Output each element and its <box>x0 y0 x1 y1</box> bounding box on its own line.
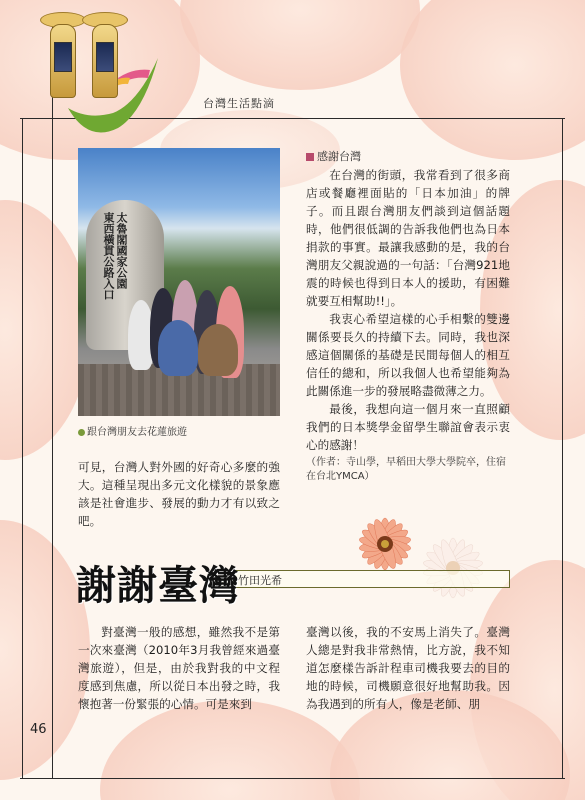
article-author-bar <box>222 570 510 588</box>
frame-line-left <box>22 118 23 778</box>
petal-decoration <box>0 200 90 460</box>
lantern-icon <box>82 12 126 102</box>
paragraph: 在台灣的街頭，我常看到了很多商店或餐廳裡面貼的「日本加油」的牌子。而且跟台灣朋友們談到這個話題時，他們很低調的告訴我他們也為日本捐款的事實。最讓我感動的是，我的台灣朋友父親說過的一句話：「台灣921地震的時候也得到日本人的援助，有困難就要互相幫助!!」。 <box>306 168 510 308</box>
paragraph: 最後，我想向這一個月來一直照顧我們的日本獎學金留學生聯誼會表示衷心的感謝！ <box>306 402 510 452</box>
square-bullet-icon <box>306 153 314 161</box>
paragraph: 對臺灣一般的感想，雖然我不是第一次來臺灣（2010年3月我曾經來過臺灣旅遊），但是，由於我對我的中文程度感到焦慮，所以從日本出發之時，我懷抱著一份緊張的心情。可是來到 <box>78 625 280 711</box>
group-of-people <box>128 260 258 380</box>
bullet-icon <box>78 429 85 436</box>
photo-caption: 跟台灣朋友去花蓮旅遊 <box>78 423 187 438</box>
lantern-icon <box>40 12 84 102</box>
paragraph: 我衷心希望這樣的心手相繫的雙邊關係要長久的持續下去。同時，我也深感這個關係的基礎是民間每個人的相互信任的總和，所以我個人也希望能夠為此關係進一步的發展略盡微薄之力。 <box>306 312 510 398</box>
left-column-text: 可見，台灣人對外國的好奇心多麼的強大。這種呈現出多元文化樣貌的景象應該是社會進步、發展的動力才有以致之吧。 <box>78 460 280 528</box>
frame-line-bottom <box>20 778 565 779</box>
group-photo <box>78 148 280 416</box>
article-column-right <box>306 623 510 713</box>
author-note: （作者：寺山學，早稻田大學大學院卒，住宿在台北YMCA） <box>306 457 506 482</box>
subsection-title: 感謝台灣 <box>306 148 510 164</box>
article-title: 謝謝臺灣 <box>76 562 240 609</box>
article-author: 竹田光希 <box>238 574 282 587</box>
paragraph: 臺灣以後，我的不安馬上消失了。臺灣人總是對我非常熱情，比方說，我不知道怎麼樣告訴計程車司機我要去的目的地的時候，司機願意很好地幫助我。因為我遇到的所有人，像是老師、朋 <box>306 625 510 711</box>
right-column <box>306 148 510 484</box>
petal-decoration <box>180 0 420 90</box>
section-header: 台灣生活點滴 <box>203 97 275 110</box>
petal-decoration <box>400 0 585 160</box>
petal-decoration <box>100 700 360 800</box>
article-column-left <box>78 623 280 713</box>
page-number: 46 <box>30 722 47 737</box>
frame-line-right <box>562 118 563 778</box>
monument-text: 太魯閣國家公園 東西橫貫公路入口 <box>102 212 128 300</box>
frame-line-inner-left <box>52 20 53 778</box>
white-flower-icon <box>410 525 496 611</box>
